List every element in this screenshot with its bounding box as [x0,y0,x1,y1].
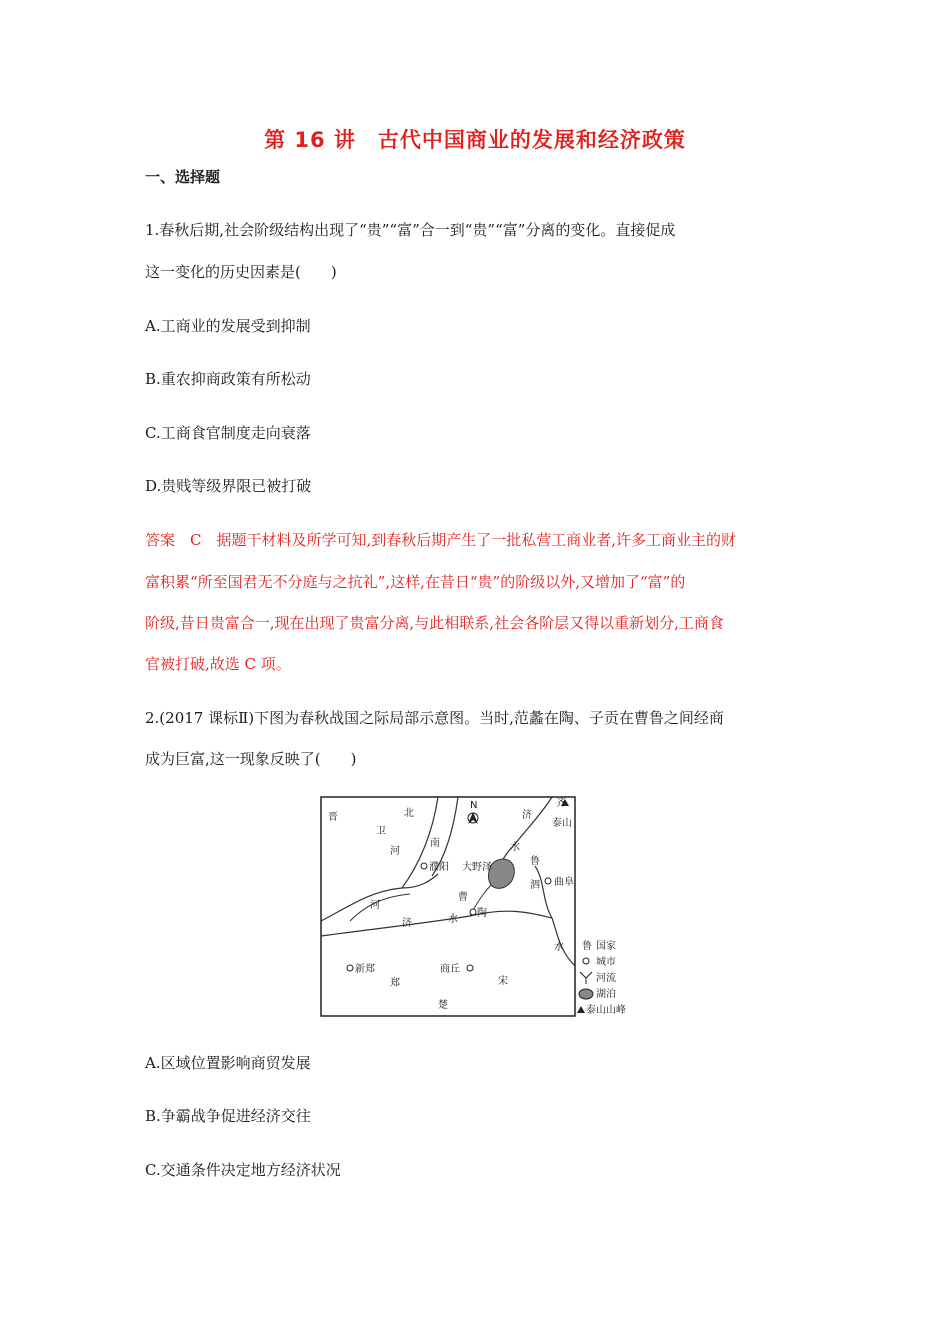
q1-stem-line2: 这一变化的历史因素是( ) [145,263,337,281]
legend-river: 河流 [596,973,616,984]
legend-lake-icon [579,989,593,999]
q1-option-c: C.工商食官制度走向衰落 [145,424,311,442]
label-qi: 齐 [556,798,566,809]
label-puyang: 濮阳 [429,862,449,873]
label-si: 泗 [530,880,540,891]
map-frame [321,797,575,1016]
label-nan: 南 [430,838,440,849]
north-label: N [470,800,478,811]
label-wei: 卫 [376,826,386,837]
label-qufu: 曲阜 [554,877,574,888]
label-bei: 北 [404,808,414,819]
q1-option-b: B.重农抑商政策有所松动 [145,370,311,388]
label-cao: 曹 [458,892,468,903]
label-dayeze: 大野泽 [462,862,492,873]
label-he2: 河 [370,900,380,911]
legend-city-icon [583,958,589,964]
q2-option-c: C.交通条件决定地方经济状况 [145,1161,341,1179]
label-lu: 鲁 [530,856,540,867]
label-ji2: 济 [402,918,412,929]
label-tao: 陶 [477,908,487,919]
q1-stem-line1: 1.春秋后期,社会阶级结构出现了“贵”“富”合一到“贵”“富”分离的变化。直接促成 [145,221,676,239]
qufu-city-icon [545,878,551,884]
section-heading: 一、选择题 [145,168,221,186]
label-taishan: 泰山 [552,818,572,829]
q1-option-d: D.贵贱等级界限已被打破 [145,477,312,495]
q2-stem-line2: 成为巨富,这一现象反映了( ) [145,750,357,768]
label-shui1: 水 [510,842,520,853]
label-song: 宋 [498,976,508,987]
legend-city: 城市 [596,957,616,968]
q1-answer-line4: 官被打破,故选 C 项。 [145,655,291,673]
puyang-city-icon [421,863,427,869]
label-shangqiu: 商丘 [440,964,460,975]
historical-map [320,796,632,1018]
label-chu: 楚 [438,1000,448,1011]
page-title: 第 16 讲 古代中国商业的发展和经济政策 [264,128,686,152]
q1-answer-line1: 答案 C 据题干材料及所学可知,到春秋后期产生了一批私营工商业者,许多工商业主的财 [145,531,737,549]
label-ji1: 济 [522,810,532,821]
legend-state-symbol: 鲁 [582,941,592,952]
label-jin: 晋 [328,812,338,823]
label-xinzheng: 新郑 [355,964,375,975]
q1-option-a: A.工商业的发展受到抑制 [145,317,311,335]
label-shui3: 水 [554,942,564,953]
legend-state: 国家 [596,941,616,952]
q2-option-b: B.争霸战争促进经济交往 [145,1107,311,1125]
legend-river-icon [580,972,592,984]
q1-answer-line2: 富积累“所至国君无不分庭与之抗礼”,这样,在昔日“贵”的阶级以外,又增加了“富”的 [145,573,686,591]
q1-answer-line3: 阶级,昔日贵富合一,现在出现了贵富分离,与此相联系,社会各阶层又得以重新划分,工商食 [145,614,724,632]
xinzheng-city-icon [347,965,353,971]
label-zheng: 郑 [390,978,400,989]
q2-stem-line1: 2.(2017 课标Ⅱ)下图为春秋战国之际局部示意图。当时,范蠡在陶、子贡在曹鲁之间经商 [145,709,724,727]
legend-mountain-icon [577,1006,585,1013]
tao-city-icon [470,909,476,915]
legend-lake: 湖泊 [596,989,616,1000]
legend-mountain: 泰山山峰 [586,1005,626,1016]
label-shui2: 水 [448,914,458,925]
shangqiu-city-icon [467,965,473,971]
label-he1: 河 [390,846,400,857]
q2-option-a: A.区域位置影响商贸发展 [145,1054,311,1072]
